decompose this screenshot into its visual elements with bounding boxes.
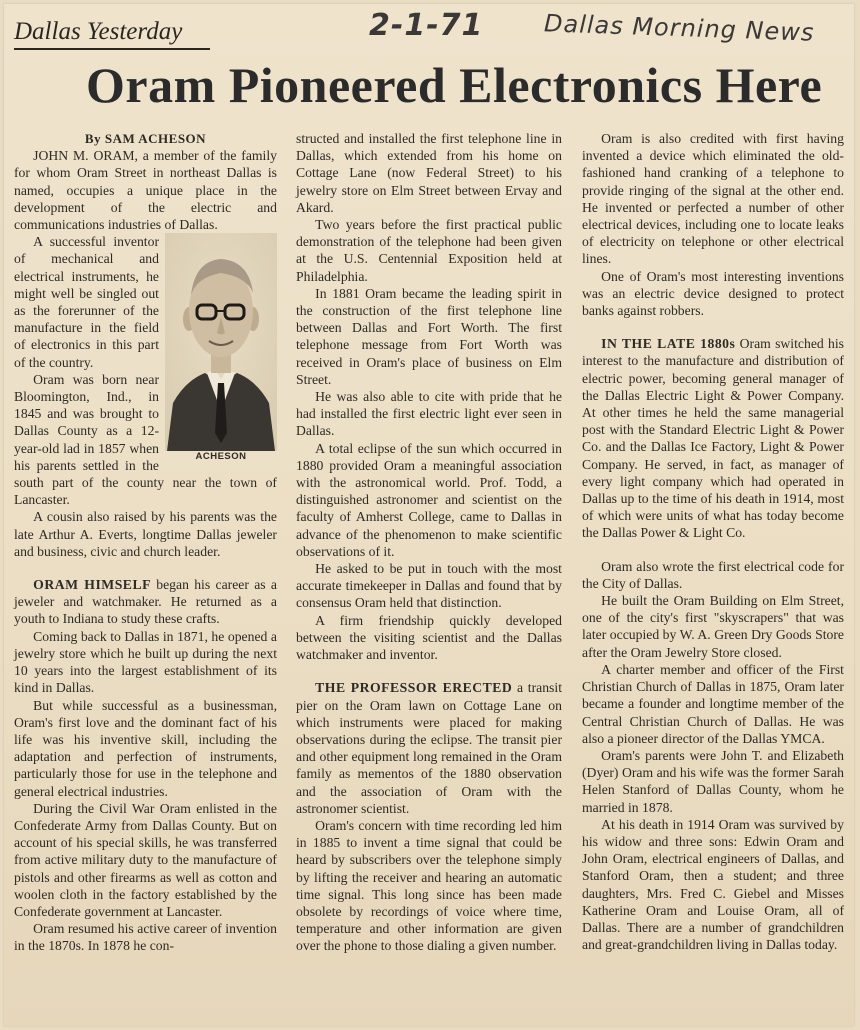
paragraph: He asked to be put in touch with the most accurate timekeeper in Dallas and found that by consensus Oram held that distinction. (296, 561, 562, 611)
headline: Oram Pioneered Electronics Here (86, 57, 823, 113)
section-text: a transit pier on the Oram lawn on Cottage Lane on which instruments were placed for making observations during the eclipse. The transit pier and other equipment long remained in the Oram family as mementos of the 1880 observation and the association of Oram with the astronomer scientist. (296, 680, 562, 816)
paragraph: Oram resumed his active career of invention in the 1870s. In 1878 he con- (14, 921, 277, 954)
paragraph: Two years before the first practical public demonstration of the telephone had been given at the U.S. Centennial Exposition held at Philadelphia. (296, 217, 562, 284)
paragraph: A total eclipse of the sun which occurred in 1880 provided Oram a meaningful association with the astronomical world. Prof. Todd, a distinguished astronomer and scientist on the faculty of Amherst College, came to Dallas in advance of the phenomenon to make scientific observations of it. (296, 440, 562, 559)
newspaper-clipping (4, 4, 854, 1026)
paragraph: In 1881 Oram became the leading spirit in the construction of the first telephone line between Dallas and Fort Worth. The first telephone message from Fort Worth was received in Oram's place of business on Elm Street. (296, 285, 562, 387)
paragraph: One of Oram's most interesting inventions was an electric device designed to protect banks against robbers. (582, 268, 844, 319)
section-lead: IN THE LATE 1880s (601, 336, 736, 352)
byline: By SAM ACHESON (84, 131, 207, 146)
handwritten-date: 2-1-71 (369, 8, 484, 43)
paragraph: Oram's concern with time recording led him in 1885 to invent a time signal that could be heard by subscribers over the telephone simply by lifting the receiver and hearing an automatic time signal. This long since has been made obsolete by recordings of voice where time, temperature and other information are given over the phone to those dialing a given number. (296, 817, 562, 954)
paragraph: A charter member and officer of the First Christian Church of Dallas in 1875, Oram later became a founder and longtime member of the Central Christian Church of Dallas. He was also a pioneer director of the Dallas YMCA. (582, 661, 844, 746)
section-text: Oram switched his interest to the manufacture and distribution of electric power, becoming general manager of the Dallas Electric Light & Power Company. At other times he held the same managerial post with the Standard Electric Light & Power Co. and the Dallas Ice Factory, Light & Power Company. He served, in fact, as manager of every light company which had operated in Dallas up to the time of his death in 1914, most of which were units of what has today become the Dallas Power & Light Co. (582, 336, 845, 541)
paragraph: Coming back to Dallas in 1871, he opened a jewelry store which he built up during the next 10 years into the largest establishment of its kind in Dallas. (14, 628, 277, 696)
paragraph: A firm friendship quickly developed between the visiting scientist and the Dallas watchmaker and inventor. (296, 612, 562, 663)
paragraph: JOHN M. ORAM, a member of the family for whom Oram Street in northeast Dallas is named, occupies a unique place in the development of the electric and communications industries of Dallas. (14, 148, 277, 233)
column-2 (296, 130, 562, 955)
section-paragraph (296, 679, 562, 817)
handwritten-source: Dallas Morning News (543, 9, 815, 47)
paragraph: At his death in 1914 Oram was survived by his widow and three sons: Edwin Oram and John Oram, electrical engineers of Dallas, and Stanford Oram, then a student; and three daughters, Mrs. Fred C. Giebel and Misses Katherine Oram and Louise Oram, all of Dallas. There are a number of grandchildren and great-grandchildren living in Dallas today. (582, 816, 844, 953)
column-1 (14, 130, 277, 955)
section-text: began his career as a jeweler and watchmaker. He returned as a youth to Indiana to study these crafts. (14, 577, 277, 627)
paragraph: He was also able to cite with pride that he had installed the first electric light ever seen in Dallas. (296, 389, 562, 439)
paragraph: He built the Oram Building on Elm Street, one of the city's first "skyscrapers" that was later occupied by W. A. Green Dry Goods Store after the Oram Jewelry Store closed. (582, 593, 844, 660)
paragraph: structed and installed the first telephone line in Dallas, which extended from his home on Cottage Lane (now Federal Street) to his jewelry store on Elm Street between Ervay and Akard. (296, 131, 562, 215)
author-photo (165, 233, 277, 465)
paragraph: But while successful as a businessman, Oram's first love and the dominant fact of his life was his inventive skill, including the adaptation and perfection of instruments, particularly those for use in the telephone and general electrical industries. (14, 697, 277, 799)
paragraph: Oram's parents were John T. and Elizabeth (Dyer) Oram and his wife was the former Sarah Helen Stanford of Dallas County, whom he married in 1878. (582, 747, 844, 815)
paragraph: During the Civil War Oram enlisted in the Confederate Army from Dallas County. But on account of his special skills, he was transferred from active military duty to the manufacture of pistols and other firearms as well as cotton and woolen cloth in the factory established by the Confederate government at Lancaster. (14, 800, 277, 919)
paragraph: A cousin also raised by his parents was the late Arthur A. Everts, longtime Dallas jeweler and business, civic and church leader. (14, 509, 277, 559)
section-lead: THE PROFESSOR ERECTED (315, 680, 513, 696)
paragraph: Oram also wrote the first electrical code for the City of Dallas. (582, 558, 844, 591)
portrait-image (165, 233, 277, 451)
paragraph: A successful inventor of mechanical and electrical instruments, he might well be singled out as the forerunner of the manufacture in the field of electronics in this part of the country. (14, 234, 159, 370)
section-paragraph (582, 335, 844, 541)
section-lead: ORAM HIMSELF (33, 577, 151, 593)
paragraph: Oram was born near Bloomington, Ind., in 1845 and was brought to Dallas County as a 12-year-old lad in 1857 when his parents settled in the south part of the county near the town of Lancaster. (14, 371, 277, 508)
photo-caption: ACHESON (195, 451, 247, 463)
paragraph: Oram is also credited with first having invented a device which eliminated the old-fashioned hand cranking of a telephone to provide ringing of the signal at the other end. He invented or perfected a number of other electrical devices, including one to locate leaks of electricity on telephone or other electrical lines. (582, 131, 844, 267)
column-3 (582, 130, 844, 953)
column-kicker: Dallas Yesterday (14, 18, 210, 50)
section-paragraph (14, 576, 277, 628)
